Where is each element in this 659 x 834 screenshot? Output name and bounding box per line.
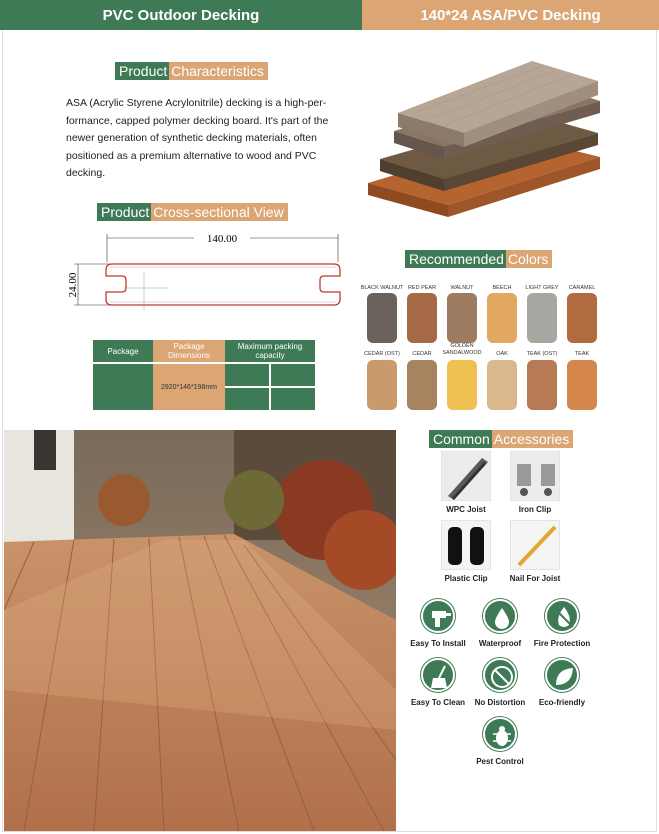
accessories-heading-a: Common xyxy=(429,430,492,448)
table-header-capacity: Maximum packing capacity xyxy=(225,340,315,362)
accessory-label: WPC Joist xyxy=(446,505,486,514)
desc-line: newer generation of synthetic decking materials, often xyxy=(66,132,317,144)
color-label: TEAK xyxy=(574,351,590,357)
accessories-heading-b: Accessories xyxy=(492,430,573,448)
feature-label: Fire Protection xyxy=(533,639,591,648)
characteristics-heading-b: Characteristics xyxy=(169,62,268,80)
color-label: CEDAR (OST) xyxy=(364,351,400,357)
flame-icon xyxy=(545,599,579,633)
drill-icon xyxy=(421,599,455,633)
color-swatch xyxy=(487,360,517,410)
color-label: BLACK WALNUT xyxy=(360,285,404,291)
color-label: GOLDEN SANDALWOOD xyxy=(442,343,482,356)
desc-line: ASA (Acrylic Styrene Acrylonitrile) decking is a high-per- xyxy=(66,97,327,109)
feature-label: Eco-friendly xyxy=(538,698,586,707)
desc-line: formance, capped polymer decking board. It's part of the xyxy=(66,114,329,127)
broom-icon xyxy=(421,658,455,692)
characteristics-heading xyxy=(115,62,268,80)
iron-clip-image xyxy=(510,451,560,501)
color-swatch xyxy=(527,293,557,343)
bug-icon xyxy=(483,717,517,751)
color-swatch xyxy=(367,293,397,343)
desc-line: positioned as a premium alternative to wood and PVC xyxy=(66,149,317,162)
color-swatch xyxy=(367,360,397,410)
colors-heading xyxy=(405,250,552,268)
table-cell-capacity xyxy=(225,364,269,386)
color-swatch xyxy=(567,360,597,410)
package-table xyxy=(93,340,315,410)
feature-label: Pest Control xyxy=(476,757,524,766)
height-dimension-label: 24.00 xyxy=(67,272,79,298)
feature-label: Easy To Clean xyxy=(410,698,466,707)
table-cell-capacity xyxy=(271,388,315,410)
table-cell-dimensions: 2920*146*198mm xyxy=(153,364,225,410)
characteristics-heading-a: Product xyxy=(115,62,169,80)
color-label: CEDAR xyxy=(412,351,432,357)
no-distortion-icon xyxy=(483,658,517,692)
color-label: TEAK (OST) xyxy=(526,351,558,357)
color-swatch xyxy=(487,293,517,343)
colors-heading-a: Recommended xyxy=(405,250,506,268)
leaf-icon xyxy=(545,658,579,692)
page-header xyxy=(0,0,659,30)
color-swatch xyxy=(447,293,477,343)
table-header-package: Package xyxy=(93,340,153,362)
color-label: LIGHT GREY xyxy=(525,285,559,291)
decking-boards-image xyxy=(364,55,604,225)
cross-section-heading-a: Product xyxy=(97,203,151,221)
colors-heading-b: Colors xyxy=(506,250,552,268)
table-cell-capacity xyxy=(271,364,315,386)
feature-label: No Distortion xyxy=(474,698,526,707)
deck-photo xyxy=(4,430,396,831)
feature-label: Easy To Install xyxy=(410,639,466,648)
color-label: WALNUT xyxy=(450,285,474,291)
color-label: OAK xyxy=(496,351,508,357)
accessory-label: Iron Clip xyxy=(518,505,552,514)
accessory-label: Nail For Joist xyxy=(509,574,561,583)
color-swatch xyxy=(527,360,557,410)
color-label: RED PEAR xyxy=(407,285,437,291)
color-swatch xyxy=(407,293,437,343)
table-cell-package xyxy=(93,364,153,410)
desc-line: decking. xyxy=(66,167,106,179)
color-swatch xyxy=(447,360,477,410)
table-header-dimensions: Package Dimensions xyxy=(153,340,225,362)
width-dimension-label: 140.00 xyxy=(206,233,238,245)
wpc-joist-image xyxy=(441,451,491,501)
nail-image xyxy=(510,520,560,570)
accessories-heading xyxy=(429,430,573,448)
cross-section-heading xyxy=(97,203,288,221)
header-left-title: PVC Outdoor Decking xyxy=(0,0,362,30)
color-label: CARAMEL xyxy=(568,285,596,291)
cross-section-drawing xyxy=(64,232,354,312)
color-label: BEECH xyxy=(492,285,512,291)
color-swatch xyxy=(407,360,437,410)
plastic-clip-image xyxy=(441,520,491,570)
accessory-label: Plastic Clip xyxy=(444,574,488,583)
table-cell-capacity xyxy=(225,388,269,410)
water-drop-icon xyxy=(483,599,517,633)
color-swatch xyxy=(567,293,597,343)
header-right-title: 140*24 ASA/PVC Decking xyxy=(362,0,659,30)
characteristics-description xyxy=(66,95,356,183)
feature-label: Waterproof xyxy=(478,639,522,648)
cross-section-heading-b: Cross-sectional View xyxy=(151,203,287,221)
